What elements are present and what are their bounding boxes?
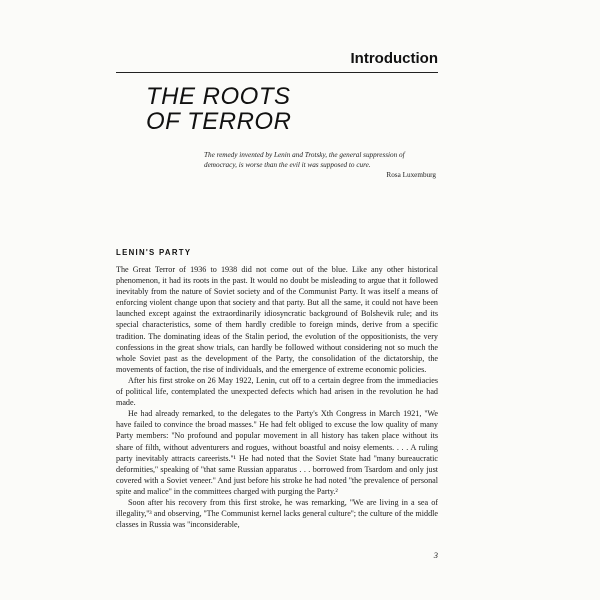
chapter-title-line-1: THE ROOTS [146,83,291,110]
page-number: 3 [433,550,438,560]
paragraph: Soon after his recovery from this first stroke, he was remarking, ''We are living in a sea of illegality,''³ and observing, ''The Communist kernel lacks general culture''; the culture of the middle classes in Russia was ''inconsiderable, [116,497,438,530]
body-text [116,264,438,530]
paragraph: He had already remarked, to the delegates to the Party's Xth Congress in March 1921, ''We have failed to convince the broad masses.'' He had felt obliged to excuse the low quality of many Party members: ''No profound and popular movement in all history has taken place without its share of filth, without adventurers and rogues, without boastful and noisy elements. . . . A ruling party inevitably attracts careerists.''¹ He had noted that the Soviet State had ''many bureaucratic deformities,'' speaking of ''that same Russian apparatus . . . borrowed from Tsardom and only just covered with a Soviet veneer.'' And just before his stroke he had noted ''the prevalence of personal spite and malice'' in the committees charged with purging the Party.² [116,409,438,496]
chapter-title-line-2: OF TERROR [146,108,292,135]
chapter-title [146,84,406,134]
chapter-label: Introduction [350,50,438,67]
header-rule [116,72,438,73]
paragraph: The Great Terror of 1936 to 1938 did not come out of the blue. Like any other historical phenomenon, it had its roots in the past. It would no doubt be misleading to argue that it followed inevitably from the nature of Soviet society and of the Communist Party. It was itself a means of enforcing violent change upon that society and that party. But all the same, it could not have been launched except against the extraordinarily idiosyncratic background of Bolshevik rule; and its special characteristics, some of them hardly credible to foreign minds, derive from a specific tradition. The dominating ideas of the Stalin period, the evolution of the oppositionists, the very confessions in the great show trials, can hardly be followed without considering not so much the whole Soviet past as the development of the Party, the consolidation of the dictatorship, the movements of faction, the rise of individuals, and the emergence of extreme economic policies. [116,265,438,374]
section-heading: LENIN'S PARTY [116,248,192,257]
paragraph: After his first stroke on 26 May 1922, Lenin, cut off to a certain degree from the immediacies of political life, contemplated the unexpected defects which had arisen in the revolution he had made. [116,375,438,408]
epigraph [204,150,436,180]
epigraph-attribution: Rosa Luxemburg [386,171,436,179]
epigraph-quote: The remedy invented by Lenin and Trotsky, the general suppression of democracy, is worse than the evil it was supposed to cure. [204,151,405,169]
